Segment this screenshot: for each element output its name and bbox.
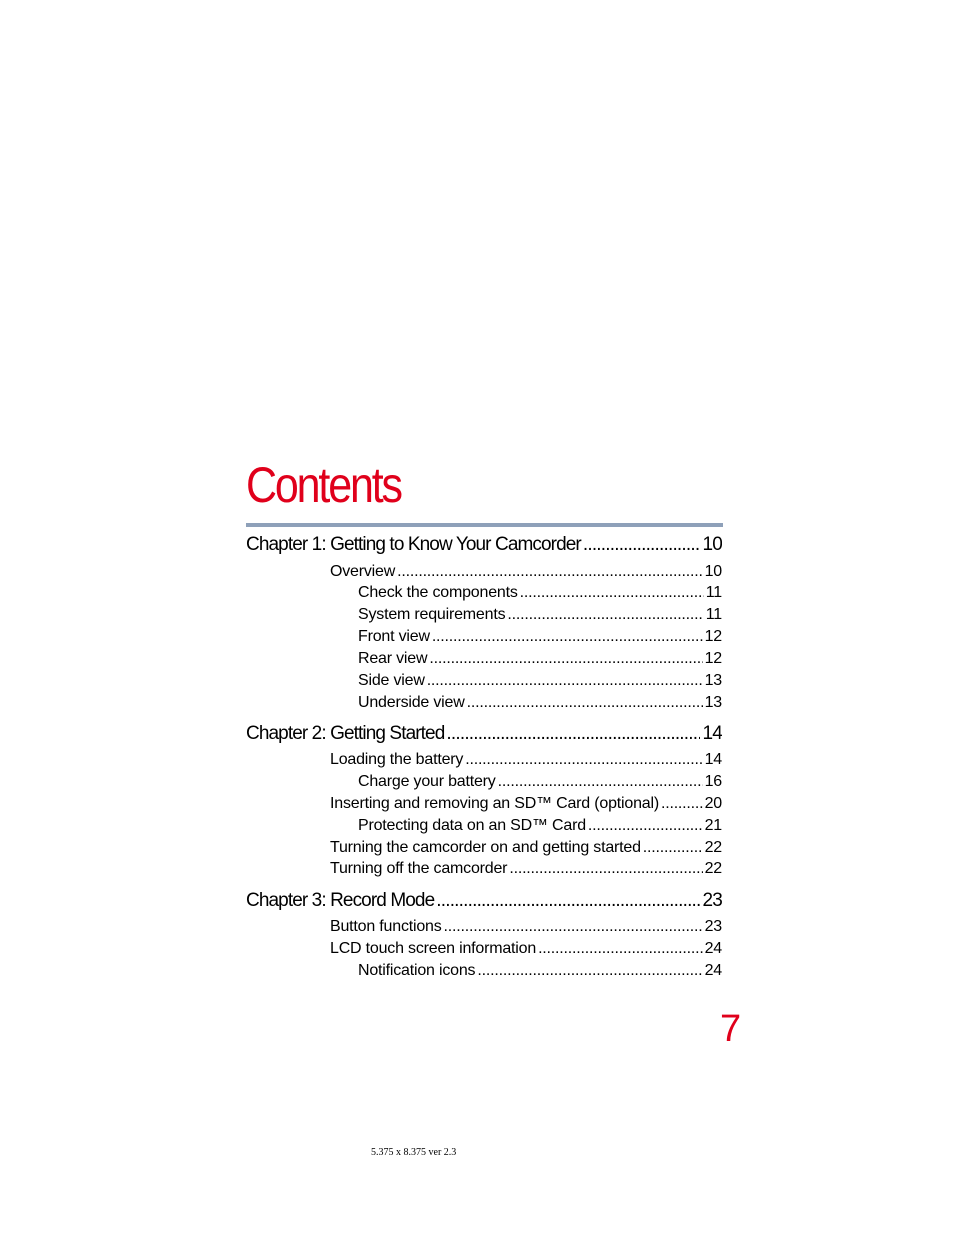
dot-leader (520, 584, 704, 602)
toc-section-entry[interactable] (358, 650, 722, 670)
toc-section-entry[interactable] (330, 860, 722, 880)
toc-chapter-entry[interactable] (246, 723, 722, 747)
toc-entry-page: 24 (704, 940, 722, 957)
toc-section-entry[interactable] (358, 606, 722, 626)
dot-leader (588, 817, 703, 835)
toc-entry-title: Button functions (330, 918, 442, 935)
dot-leader (498, 773, 703, 791)
dot-leader (465, 751, 702, 769)
toc-section-entry[interactable] (358, 694, 722, 714)
toc-entry-title: Overview (330, 563, 396, 580)
page-title: Contents (246, 457, 401, 513)
toc-chapter-entry[interactable] (246, 890, 722, 914)
dot-leader (661, 795, 703, 813)
toc-section-entry[interactable] (330, 751, 722, 771)
toc-entry-title: Chapter 2: Getting Started (246, 723, 445, 744)
toc-entry-page: 14 (704, 751, 722, 768)
toc-entry-title: Chapter 3: Record Mode (246, 890, 435, 911)
toc-entry-page: 12 (704, 628, 722, 645)
toc-entry-page: 10 (702, 534, 722, 555)
toc-entry-title: Protecting data on an SD™ Card (358, 817, 586, 834)
dot-leader (397, 563, 703, 581)
toc-entry-title: Front view (358, 628, 430, 645)
toc-entry-page: 13 (704, 694, 722, 711)
dot-leader (432, 628, 703, 646)
toc-entry-title: Side view (358, 672, 425, 689)
toc-entry-title: Loading the battery (330, 751, 464, 768)
toc-entry-page: 12 (704, 650, 722, 667)
toc-section-entry[interactable] (358, 584, 722, 604)
dot-leader (446, 723, 700, 745)
toc-entry-title: Rear view (358, 650, 428, 667)
footer-note: 5.375 x 8.375 ver 2.3 (371, 1147, 457, 1158)
toc-entry-page: 20 (704, 795, 722, 812)
page-number: 7 (720, 1008, 742, 1050)
toc-entry-page: 21 (704, 817, 722, 834)
toc-entry-title: Turning the camcorder on and getting started (330, 839, 641, 856)
toc-entry-title: Check the components (358, 584, 518, 601)
toc-entry-title: Turning off the camcorder (330, 860, 508, 877)
toc-entry-title: Chapter 1: Getting to Know Your Camcorder (246, 534, 581, 555)
dot-leader (444, 918, 703, 936)
toc-entry-page: 13 (704, 672, 722, 689)
toc-entry-title: System requirements (358, 606, 506, 623)
toc-section-entry[interactable] (358, 962, 722, 982)
dot-leader (429, 650, 702, 668)
toc-entry-page: 11 (705, 606, 722, 623)
toc-entry-page: 16 (704, 773, 722, 790)
toc-entry-page: 23 (704, 918, 722, 935)
toc-entry-page: 11 (705, 584, 722, 601)
toc-entry-title: LCD touch screen information (330, 940, 537, 957)
toc-entry-title: Charge your battery (358, 773, 496, 790)
toc-entry-page: 10 (704, 563, 722, 580)
toc-section-entry[interactable] (330, 795, 722, 815)
toc-section-entry[interactable] (330, 918, 722, 938)
dot-leader (477, 962, 702, 980)
dot-leader (509, 860, 702, 878)
dot-leader (643, 839, 703, 857)
toc-section-entry[interactable] (358, 672, 722, 692)
toc-entry-title: Inserting and removing an SD™ Card (optional) (330, 795, 659, 812)
toc-section-entry[interactable] (358, 773, 722, 793)
dot-leader (427, 672, 703, 690)
toc-section-entry[interactable] (330, 940, 722, 960)
dot-leader (436, 890, 700, 912)
dot-leader (507, 606, 703, 624)
toc-entry-page: 22 (704, 839, 722, 856)
toc-section-entry[interactable] (330, 563, 722, 583)
toc-section-entry[interactable] (358, 628, 722, 648)
toc-entry-page: 14 (702, 723, 722, 744)
toc-entry-page: 24 (704, 962, 722, 979)
toc-chapter-entry[interactable] (246, 534, 722, 558)
toc-entry-page: 23 (702, 890, 722, 911)
toc-entry-page: 22 (704, 860, 722, 877)
dot-leader (583, 534, 701, 556)
dot-leader (538, 940, 703, 958)
toc-section-entry[interactable] (358, 817, 722, 837)
toc-entry-title: Underside view (358, 694, 465, 711)
toc-entry-title: Notification icons (358, 962, 476, 979)
toc-section-entry[interactable] (330, 839, 722, 859)
dot-leader (467, 694, 703, 712)
